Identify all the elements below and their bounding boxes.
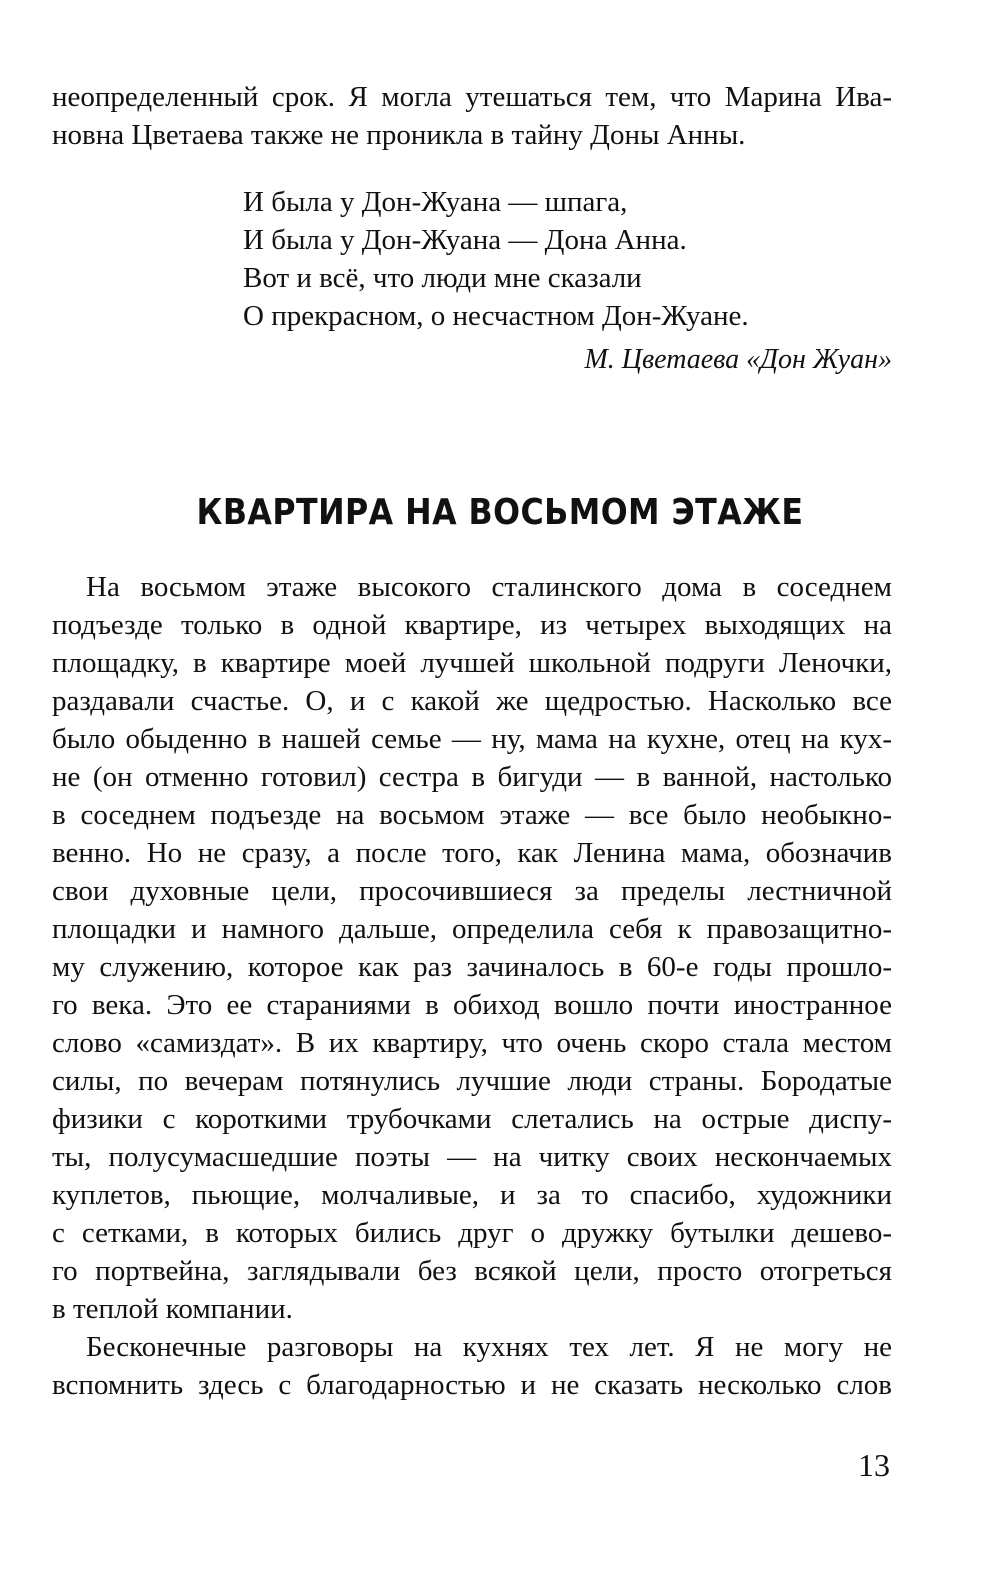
poem-line-2: И была у Дон-Жуана — Дона Анна. xyxy=(243,224,687,256)
paragraph-line: ты, полусумасшедшие поэты — на читку своих нескончаемых xyxy=(52,1141,892,1173)
paragraph-line: раздавали счастье. О, и с какой же щедростью. Насколько все xyxy=(52,685,892,717)
section-title: КВАРТИРА НА ВОСЬМОМ ЭТАЖЕ xyxy=(196,492,804,533)
paragraph-line: слово «самиздат». В их квартиру, что очень скоро стала местом xyxy=(52,1027,892,1059)
paragraph-line: На восьмом этаже высокого сталинского дома в соседнем xyxy=(86,571,892,603)
paragraph-line: не (он отменно готовил) сестра в бигуди — в ванной, настолько xyxy=(52,761,892,793)
paragraph-line: в соседнем подъезде на восьмом этаже — все было необыкно- xyxy=(52,799,892,831)
paragraph-line: му служению, которое как раз зачиналось в 60-е годы прошло- xyxy=(52,951,892,983)
paragraph-line: куплетов, пьющие, молчаливые, и за то спасибо, художники xyxy=(52,1179,892,1211)
paragraph-line: физики с короткими трубочками слетались на острые диспу- xyxy=(52,1103,892,1135)
paragraph-line: было обыденно в нашей семье — ну, мама на кухне, отец на кух- xyxy=(52,723,892,755)
intro-line-2: новна Цветаева также не проникла в тайну Доны Анны. xyxy=(52,119,746,151)
page-number: 13 xyxy=(858,1447,890,1483)
paragraph-line: го века. Это ее стараниями в обиход вошло почти иностранное xyxy=(52,989,892,1021)
paragraph-line: площадки и намного дальше, определила себя к правозащитно- xyxy=(52,913,892,945)
paragraph-line: в теплой компании. xyxy=(52,1293,293,1325)
paragraph-line: венно. Но не сразу, а после того, как Ленина мама, обозначив xyxy=(52,837,892,869)
poem-attribution: М. Цветаева «Дон Жуан» xyxy=(584,344,892,375)
paragraph-line: го портвейна, заглядывали без всякой цели, просто отогреться xyxy=(52,1255,892,1287)
paragraph-line: Бесконечные разговоры на кухнях тех лет. Я не могу не xyxy=(86,1331,892,1363)
paragraph-line: силы, по вечерам потянулись лучшие люди страны. Бородатые xyxy=(52,1065,892,1097)
paragraph-line: подъезде только в одной квартире, из четырех выходящих на xyxy=(52,609,892,641)
intro-line-1: неопределенный срок. Я могла утешаться тем, что Марина Ива- xyxy=(52,81,892,113)
poem-line-3: Вот и всё, что люди мне сказали xyxy=(243,262,642,294)
poem-line-4: О прекрасном, о несчастном Дон-Жуане. xyxy=(243,300,749,332)
paragraph-line: с сетками, в которых бились друг о дружку бутылки дешево- xyxy=(52,1217,892,1249)
paragraph-line: вспомнить здесь с благодарностью и не сказать несколько слов xyxy=(52,1369,892,1401)
paragraph-line: площадку, в квартире моей лучшей школьной подруги Леночки, xyxy=(52,647,892,679)
poem-line-1: И была у Дон-Жуана — шпага, xyxy=(243,186,628,218)
paragraph-line: свои духовные цели, просочившиеся за пределы лестничной xyxy=(52,875,892,907)
